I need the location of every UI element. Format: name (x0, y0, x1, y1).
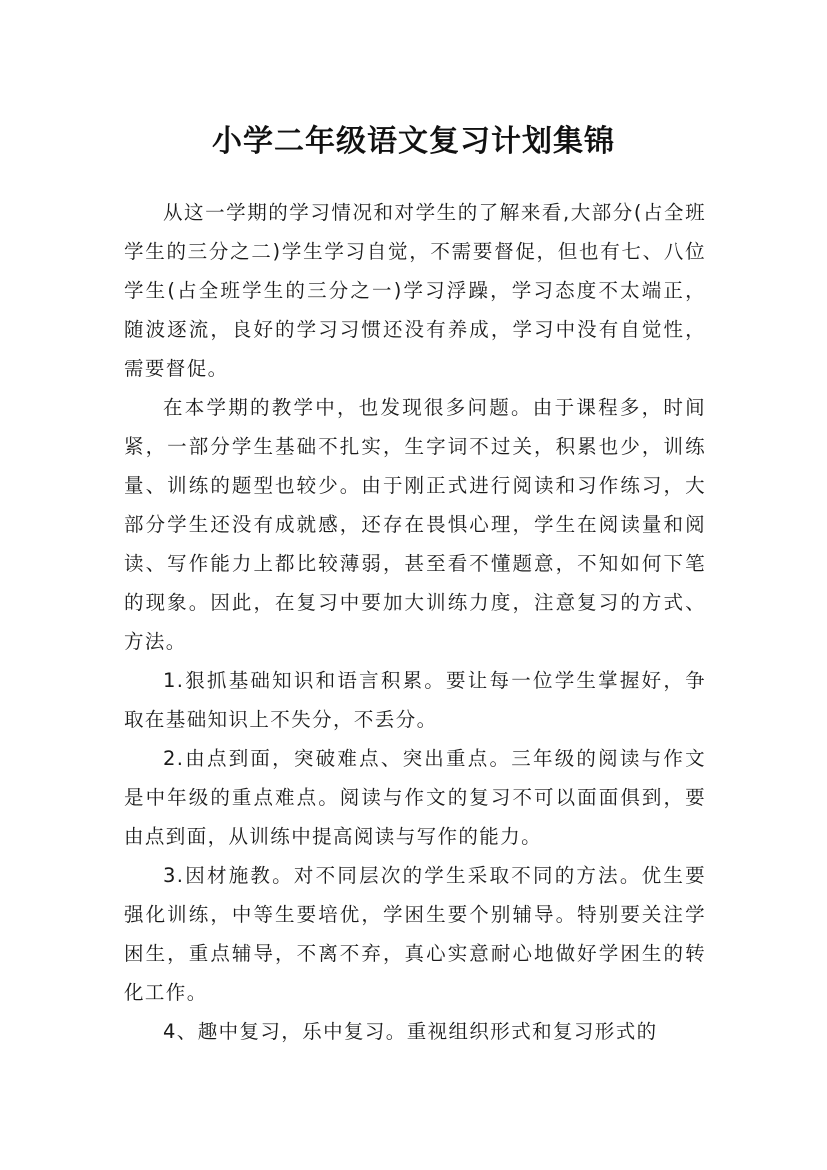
paragraph-item-3: 3.因材施教。对不同层次的学生采取不同的方法。优生要强化训练，中等生要培优，学困生要个别辅导。特别要关注学困生，重点辅导，不离不弃，真心实意耐心地做好学困生的转化工作。 (124, 864, 706, 1004)
paragraph-problems: 在本学期的教学中，也发现很多问题。由于课程多，时间紧，一部分学生基础不扎实，生字词不过关，积累也少，训练量、训练的题型也较少。由于刚正式进行阅读和习作练习，大部分学生还没有成就感，还存在畏惧心理，学生在阅读量和阅读、写作能力上都比较薄弱，甚至看不懂题意，不知如何下笔的现象。因此，在复习中要加大训练力度，注意复习的方式、方法。 (124, 396, 706, 653)
document-title: 小学二年级语文复习计划集锦 (212, 124, 615, 160)
paragraph-item-2: 2.由点到面，突破难点、突出重点。三年级的阅读与作文是中年级的重点难点。阅读与作文的复习不可以面面俱到，要由点到面，从训练中提高阅读与写作的能力。 (124, 747, 706, 848)
paragraph-item-1: 1.狠抓基础知识和语言积累。要让每一位学生掌握好，争取在基础知识上不失分，不丢分。 (124, 669, 706, 731)
paragraph-item-4: 4、趣中复习，乐中复习。重视组织形式和复习形式的 (163, 1020, 658, 1043)
paragraph-intro: 从这一学期的学习情况和对学生的了解来看,大部分(占全班学生的三分之二)学生学习自觉，不需要督促，但也有七、八位学生(占全班学生的三分之一)学习浮躁，学习态度不太端正，随波逐流，良好的学习习惯还没有养成，学习中没有自觉性，需要督促。 (124, 201, 706, 380)
document-body (124, 193, 706, 1051)
